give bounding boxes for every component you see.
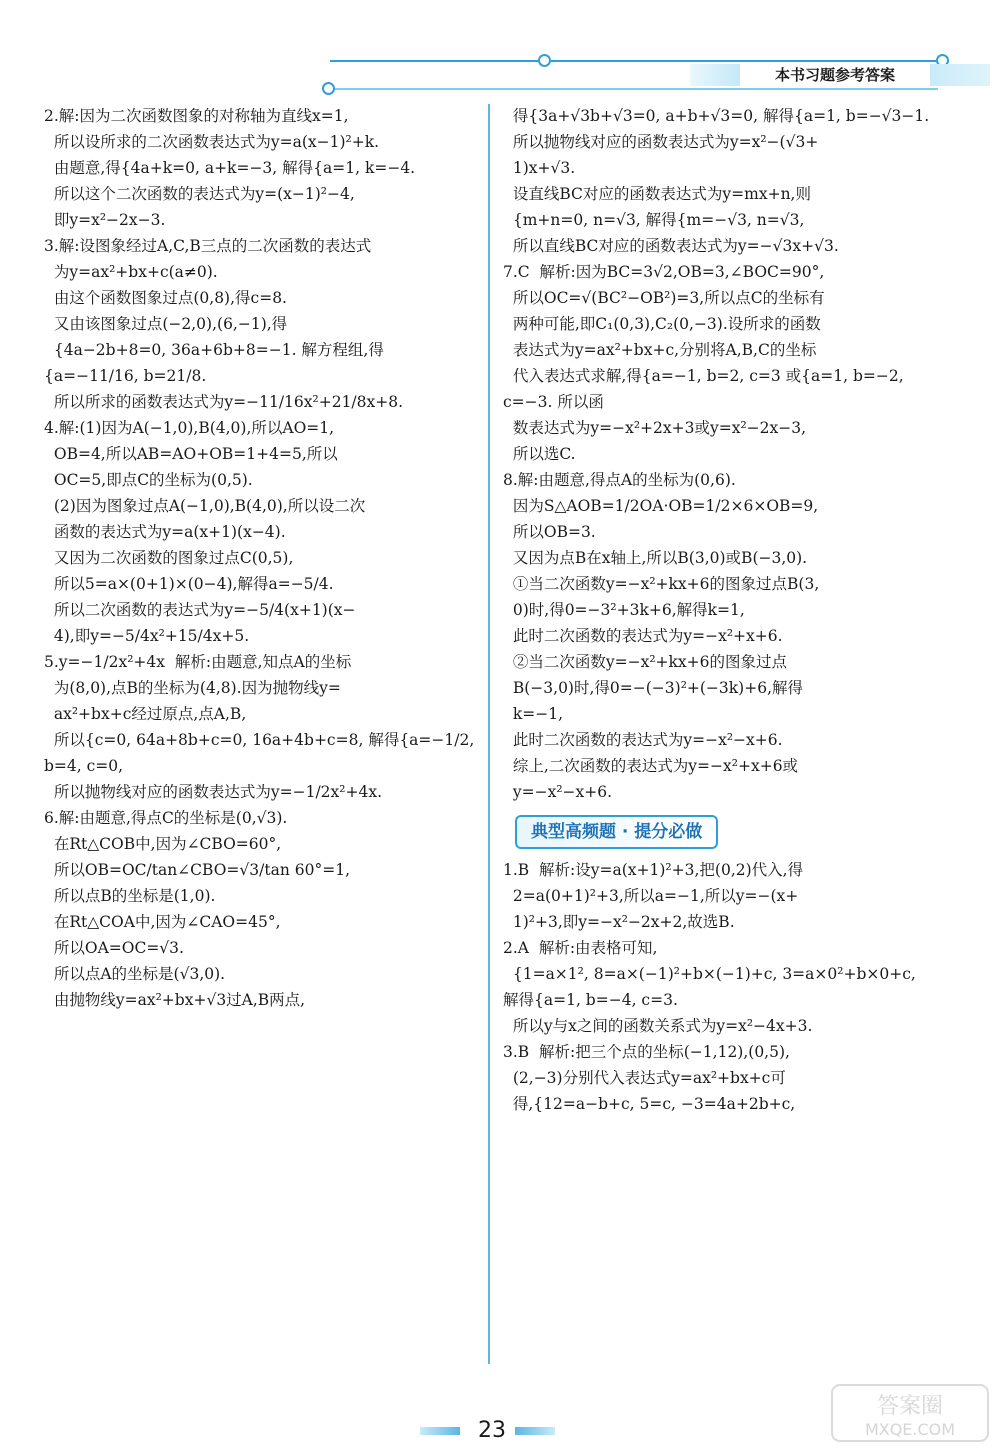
answer-line: 1)²+3,即y=−x²−2x+2,故选B.: [503, 913, 735, 931]
answer-line: 3.B 解析:把三个点的坐标(−1,12),(0,5),: [503, 1043, 790, 1061]
header-dot-left: [538, 54, 551, 67]
answer-line: 即y=x²−2x−3.: [44, 211, 166, 229]
answer-line: 数表达式为y=−x²+2x+3或y=x²−2x−3,: [503, 419, 807, 437]
header-dot-bottom: [322, 82, 335, 95]
answer-line: 所以选C.: [503, 445, 576, 463]
answer-line: y=−x²−x+6.: [503, 783, 613, 801]
answer-line: {4a−2b+8=0, 36a+6b+8=−1. 解方程组,得{a=−11/16, b=21/8.: [44, 341, 384, 385]
header-rule-bottom: [330, 88, 938, 90]
svg-text:答案圈: 答案圈: [876, 1394, 944, 1419]
answer-line: 3.解:设图象经过A,C,B三点的二次函数的表达式: [44, 237, 372, 255]
answer-line: 此时二次函数的表达式为y=−x²−x+6.: [503, 731, 783, 749]
answer-line: 由这个函数图象过点(0,8),得c=8.: [44, 289, 287, 307]
answer-line: (2,−3)分别代入表达式y=ax²+bx+c可: [503, 1069, 786, 1087]
page-header-title: 本书习题参考答案: [740, 63, 930, 87]
answer-line: 在Rt△COB中,因为∠CBO=60°,: [44, 835, 282, 853]
answer-line: 由题意,得{4a+k=0, a+k=−3, 解得{a=1, k=−4.: [44, 159, 416, 177]
answer-line: 0)时,得0=−3²+3k+6,解得k=1,: [503, 601, 745, 619]
answer-line: 又因为二次函数的图象过点C(0,5),: [44, 549, 294, 567]
answer-line: 所以5=a×(0+1)×(0−4),解得a=−5/4.: [44, 575, 334, 593]
answer-line: 综上,二次函数的表达式为y=−x²+x+6或: [503, 757, 799, 775]
answer-line: 5.y=−1/2x²+4x 解析:由题意,知点A的坐标: [44, 653, 352, 671]
answer-line: 所以OC=√(BC²−OB²)=3,所以点C的坐标有: [503, 289, 825, 307]
answer-line: 在Rt△COA中,因为∠CAO=45°,: [44, 913, 281, 931]
answer-line: 所以抛物线对应的函数表达式为y=−1/2x²+4x.: [44, 783, 383, 801]
answer-line: ②当二次函数y=−x²+kx+6的图象过点: [503, 653, 788, 671]
answer-line: 2.解:因为二次函数图象的对称轴为直线x=1,: [44, 107, 349, 125]
answer-line: 所以点B的坐标是(1,0).: [44, 887, 216, 905]
answer-line: 表达式为y=ax²+bx+c,分别将A,B,C的坐标: [503, 341, 817, 359]
answer-line: 所以直线BC对应的函数表达式为y=−√3x+√3.: [503, 237, 839, 255]
answer-line: 由抛物线y=ax²+bx+√3过A,B两点,: [44, 991, 306, 1009]
answer-line: k=−1,: [503, 705, 564, 723]
answer-line: 1)x+√3.: [503, 159, 576, 177]
answer-line: 所以点A的坐标是(√3,0).: [44, 965, 226, 983]
answer-line: 所以OA=OC=√3.: [44, 939, 184, 957]
column-divider: [488, 104, 490, 1364]
right-column: [503, 103, 933, 1117]
page-number-decoration-left: [420, 1427, 460, 1435]
answer-line: 所以OB=OC/tan∠CBO=√3/tan 60°=1,: [44, 861, 350, 879]
answer-line: ax²+bx+c经过原点,点A,B,: [44, 705, 247, 723]
answer-line: 所以y与x之间的函数关系式为y=x²−4x+3.: [503, 1017, 813, 1035]
answer-line: 8.解:由题意,得点A的坐标为(0,6).: [503, 471, 736, 489]
answer-line: 函数的表达式为y=a(x+1)(x−4).: [44, 523, 286, 541]
answer-line: 因为S△AOB=1/2OA·OB=1/2×6×OB=9,: [503, 497, 819, 515]
answer-line: 两种可能,即C₁(0,3),C₂(0,−3).设所求的函数: [503, 315, 821, 333]
answer-line: 设直线BC对应的函数表达式为y=mx+n,则: [503, 185, 811, 203]
page-number-decoration-right: [515, 1427, 555, 1435]
answer-line: {m+n=0, n=√3, 解得{m=−√3, n=√3,: [503, 211, 805, 229]
answer-line: OB=4,所以AB=AO+OB=1+4=5,所以: [44, 445, 338, 463]
answer-line: 此时二次函数的表达式为y=−x²+x+6.: [503, 627, 783, 645]
answer-line: 为(8,0),点B的坐标为(4,8).因为抛物线y=: [44, 679, 341, 697]
answer-line: OC=5,即点C的坐标为(0,5).: [44, 471, 253, 489]
answer-line: 所以这个二次函数的表达式为y=(x−1)²−4,: [44, 185, 355, 203]
answer-line: 2=a(0+1)²+3,所以a=−1,所以y=−(x+: [503, 887, 799, 905]
answer-line: ①当二次函数y=−x²+kx+6的图象过点B(3,: [503, 575, 820, 593]
svg-text:MXQE.COM: MXQE.COM: [864, 1420, 956, 1439]
answer-line: 所以设所求的二次函数表达式为y=a(x−1)²+k.: [44, 133, 380, 151]
answer-line: B(−3,0)时,得0=−(−3)²+(−3k)+6,解得: [503, 679, 804, 697]
right-answers-part2: [503, 857, 933, 1117]
answer-line: 所以所求的函数表达式为y=−11/16x²+21/8x+8.: [44, 393, 404, 411]
answer-line: 所以OB=3.: [503, 523, 596, 541]
answer-line: 所以{c=0, 64a+8b+c=0, 16a+4b+c=8, 解得{a=−1/2, b=4, c=0,: [44, 731, 480, 775]
answer-line: 得{3a+√3b+√3=0, a+b+√3=0, 解得{a=1, b=−√3−1.: [503, 107, 930, 125]
watermark-logo: [830, 1383, 990, 1443]
answer-line: 4.解:(1)因为A(−1,0),B(4,0),所以AO=1,: [44, 419, 335, 437]
answer-line: 2.A 解析:由表格可知,: [503, 939, 658, 957]
header-rule-top: [330, 60, 938, 62]
section-title: 典型高频题 · 提分必做: [515, 815, 718, 849]
answer-line: 6.解:由题意,得点C的坐标是(0,√3).: [44, 809, 288, 827]
answer-line: 得,{12=a−b+c, 5=c, −3=4a+2b+c,: [503, 1095, 796, 1113]
answer-line: 又由该图象过点(−2,0),(6,−1),得: [44, 315, 288, 333]
answer-line: 所以二次函数的表达式为y=−5/4(x+1)(x−: [44, 601, 356, 619]
answer-line: 代入表达式求解,得{a=−1, b=2, c=3 或{a=1, b=−2, c=−3. 所以函: [503, 367, 909, 411]
answer-line: {1=a×1², 8=a×(−1)²+b×(−1)+c, 3=a×0²+b×0+c, 解得{a=1, b=−4, c=3.: [503, 965, 921, 1009]
answer-line: 1.B 解析:设y=a(x+1)²+3,把(0,2)代入,得: [503, 861, 804, 879]
answer-line: 4),即y=−5/4x²+15/4x+5.: [44, 627, 250, 645]
right-answers-part1: [503, 103, 933, 805]
answer-line: 又因为点B在x轴上,所以B(3,0)或B(−3,0).: [503, 549, 808, 567]
answer-line: 为y=ax²+bx+c(a≠0).: [44, 263, 218, 281]
answer-line: 7.C 解析:因为BC=3√2,OB=3,∠BOC=90°,: [503, 263, 825, 281]
answer-line: (2)因为图象过点A(−1,0),B(4,0),所以设二次: [44, 497, 366, 515]
left-column: [44, 103, 480, 1013]
answer-line: 所以抛物线对应的函数表达式为y=x²−(√3+: [503, 133, 819, 151]
page-number: 23: [478, 1418, 506, 1443]
